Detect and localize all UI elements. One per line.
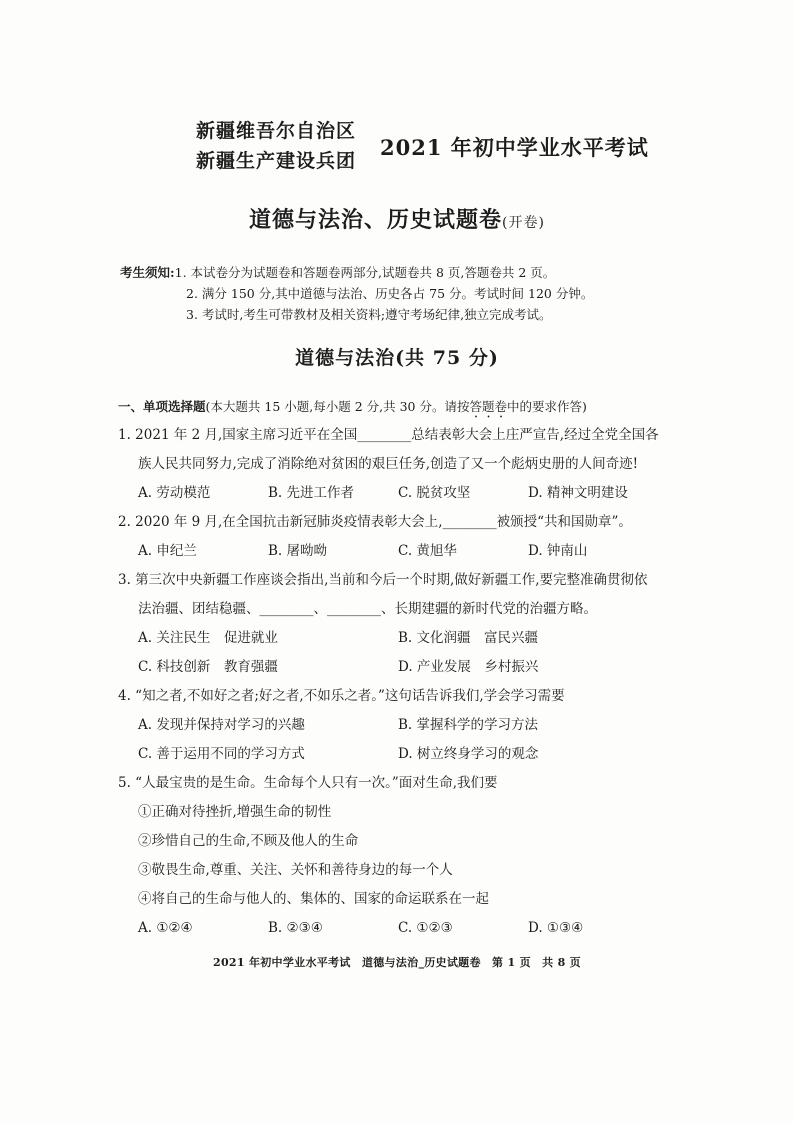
option-a: A. 关注民生 促进就业 [138,630,278,646]
question-2 [118,508,678,566]
statement-4: ④将自己的生命与他人的、集体的、国家的命运联系在一起 [138,891,489,907]
paper-title-main: 道德与法治、历史试题卷 [249,207,503,233]
option-row [118,653,678,682]
paper-title-suffix: (开卷) [502,215,545,231]
paper-title [0,203,794,234]
statement-2: ②珍惜自己的生命,不顾及他人的生命 [138,833,359,849]
option-d: D. ①③④ [528,920,584,936]
option-b: B. 文化润疆 富民兴疆 [398,630,539,646]
option-a: A. ①②④ [138,920,193,936]
notice-label: 考生须知: [120,265,175,280]
question-stem: 1. 2021 年 2 月,国家主席习近平在全国________总结表彰大会上庄严宣告,经过全党全国各 [118,427,659,443]
notice-item: 3. 考试时,考生可带教材及相关资料;遵守考场纪律,独立完成考试。 [186,307,552,322]
org-line-2: 新疆生产建设兵团 [196,150,357,172]
exam-title: 2021 年初中学业水平考试 [380,135,649,160]
statement-1: ①正确对待挫折,增强生命的韧性 [138,804,332,820]
option-d: D. 精神文明建设 [528,485,628,501]
option-row [118,711,678,740]
notice-row-3 [120,304,593,325]
option-c: C. ①②③ [398,920,453,936]
question-4 [118,682,678,769]
notice-row-1 [120,262,593,283]
question-stem: 4. “知之者,不如好之者;好之者,不如乐之者。”这句话告诉我们,学会学习需要 [118,688,565,704]
option-b: B. 先进工作者 [268,485,355,501]
option-b: B. 掌握科学的学习方法 [398,717,539,733]
question-stem-cont: 法治疆、团结稳疆、________、________、长期建疆的新时代党的治疆方略。 [138,601,597,617]
option-a: A. 申纪兰 [138,543,197,559]
option-a: A. 发现并保持对学习的兴趣 [138,717,305,733]
option-c: C. 黄旭华 [398,543,457,559]
option-row [118,479,678,508]
option-row [118,914,678,943]
notice-row-2 [120,283,593,304]
question-stem-cont: 族人民共同努力,完成了消除绝对贫困的艰巨任务,创造了又一个彪炳史册的人间奇迹! [138,456,639,472]
question-list [118,421,678,943]
page-footer: 2021 年初中学业水平考试 道德与法治_历史试题卷 第 1 页 共 8 页 [213,956,581,969]
option-c: C. 脱贫攻坚 [398,485,471,501]
question-stem: 2. 2020 年 9 月,在全国抗击新冠肺炎疫情表彰大会上,________被颁授“共和国勋章”。 [118,514,632,530]
notice-item: 2. 满分 150 分,其中道德与法治、历史各占 75 分。考试时间 120 分钟。 [186,286,594,301]
part-one-heading [118,397,587,421]
question-5 [118,769,678,943]
part-one-desc: (本大题共 15 小题,每小题 2 分,共 30 分。请按 [205,399,470,414]
option-d: D. 产业发展 乡村振兴 [398,659,539,675]
notice-item: 1. 本试卷分为试题卷和答题卷两部分,试题卷共 8 页,答题卷共 2 页。 [174,265,556,280]
option-a: A. 劳动模范 [138,485,211,501]
question-stem: 5. “人最宝贵的是生命。生命每个人只有一次。”面对生命,我们要 [118,775,498,791]
part-one-desc-end: 中的要求作答) [506,399,587,414]
option-c: C. 科技创新 教育强疆 [138,659,278,675]
candidate-notice [120,262,593,325]
section-title: 道德与法治(共 75 分) [295,347,499,369]
option-row [118,740,678,769]
question-3 [118,566,678,682]
question-1 [118,421,678,508]
question-stem: 3. 第三次中央新疆工作座谈会指出,当前和今后一个时期,做好新疆工作,要完整准确贯彻依 [118,572,648,588]
org-line-1: 新疆维吾尔自治区 [196,120,357,142]
organization-block [196,116,356,176]
part-one-emphasis: 答题卷 [469,399,507,414]
option-b: B. 屠呦呦 [268,543,328,559]
statement-3: ③敬畏生命,尊重、关注、关怀和善待身边的每一个人 [138,862,453,878]
option-c: C. 善于运用不同的学习方式 [138,746,305,762]
option-b: B. ②③④ [268,920,323,936]
part-one-title: 一、单项选择题 [118,399,206,414]
option-row [118,537,678,566]
option-row [118,624,678,653]
option-d: D. 树立终身学习的观念 [398,746,539,762]
option-d: D. 钟南山 [528,543,588,559]
